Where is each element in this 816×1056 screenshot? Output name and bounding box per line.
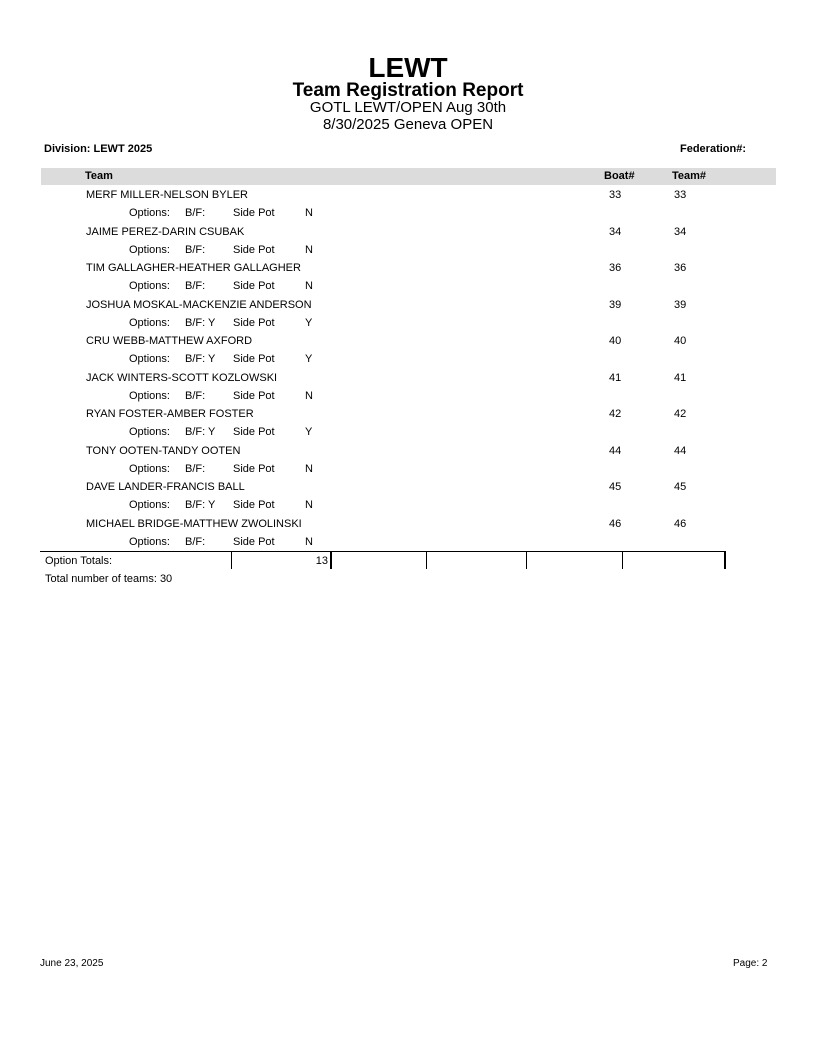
side-pot-value: N [305,389,313,402]
options-label: Options: [129,499,170,511]
division-label: Division: LEWT 2025 [44,143,153,155]
side-pot-value: N [305,462,313,475]
team-number: 34 [674,225,687,238]
team-entry [0,259,816,296]
side-pot-label: Side Pot [233,389,275,402]
side-pot-label: Side Pot [233,316,275,329]
footer-date: June 23, 2025 [40,958,104,969]
bf-option: B/F: Y [185,353,216,365]
options-label: Options: [129,207,170,219]
side-pot-label: Side Pot [233,499,275,511]
report-subtitle: Team Registration Report [292,80,524,101]
bf-option: B/F: [185,280,206,292]
boat-number: 33 [609,189,622,201]
column-header-team: Team [85,170,113,182]
bf-option: B/F: [185,535,206,548]
team-name: MICHAEL BRIDGE-MATTHEW ZWOLINSKI [86,517,302,530]
team-entry [0,515,816,552]
side-pot-label: Side Pot [233,426,275,438]
totals-divider [724,552,726,569]
options-label: Options: [129,535,170,548]
side-pot-value: Y [305,426,313,438]
bf-option: B/F: [185,243,206,256]
team-number: 41 [674,371,687,384]
team-list [0,186,816,551]
totals-divider [330,552,332,569]
boat-number: 41 [609,371,622,384]
side-pot-label: Side Pot [233,535,275,548]
bf-option: B/F: [185,389,206,402]
team-name: MERF MILLER-NELSON BYLER [86,189,248,201]
team-name: JAIME PEREZ-DARIN CSUBAK [86,225,245,238]
bf-option: B/F: Y [185,316,216,329]
team-name: RYAN FOSTER-AMBER FOSTER [86,408,254,420]
totals-divider [231,552,232,569]
boat-number: 34 [609,225,622,238]
side-pot-value: Y [305,353,313,365]
event-name: GOTL LEWT/OPEN Aug 30th [309,99,507,116]
options-label: Options: [129,316,170,329]
team-name: TONY OOTEN-TANDY OOTEN [86,444,241,457]
bf-option: B/F: Y [185,499,216,511]
side-pot-label: Side Pot [233,243,275,256]
boat-number: 45 [609,481,622,493]
total-teams-count: Total number of teams: 30 [45,573,173,585]
totals-divider [426,552,427,569]
team-entry [0,369,816,406]
federation-label: Federation#: [680,143,747,155]
team-entry [0,186,816,223]
side-pot-label: Side Pot [233,207,275,219]
column-header-team-number: Team# [672,170,707,182]
team-number: 39 [674,298,687,311]
side-pot-label: Side Pot [233,280,275,292]
footer-page-number: Page: 2 [733,958,768,969]
team-entry [0,332,816,369]
boat-number: 44 [609,444,622,457]
report-title: LEWT [368,52,448,83]
team-entry [0,478,816,515]
team-name: JACK WINTERS-SCOTT KOZLOWSKI [86,371,278,384]
team-number: 44 [674,444,687,457]
boat-number: 42 [609,408,622,420]
boat-number: 36 [609,262,622,274]
side-pot-value: N [305,280,313,292]
team-name: JOSHUA MOSKAL-MACKENZIE ANDERSON [86,298,312,311]
side-pot-value: N [305,243,313,256]
side-pot-label: Side Pot [233,353,275,365]
side-pot-value: Y [305,316,313,329]
totals-divider [622,552,623,569]
team-entry [0,405,816,442]
bf-option: B/F: [185,462,206,475]
totals-divider [526,552,527,569]
boat-number: 46 [609,517,622,530]
team-number: 40 [674,335,687,347]
team-name: DAVE LANDER-FRANCIS BALL [86,481,245,493]
column-header-bar [41,168,776,185]
options-label: Options: [129,353,170,365]
boat-number: 39 [609,298,622,311]
team-number: 45 [674,481,687,493]
team-name: TIM GALLAGHER-HEATHER GALLAGHER [86,262,301,274]
team-number: 46 [674,517,687,530]
team-name: CRU WEBB-MATTHEW AXFORD [86,335,253,347]
option-totals-value: 13 [315,555,328,567]
boat-number: 40 [609,335,622,347]
option-totals-label: Option Totals: [45,555,113,567]
option-totals-row [40,551,726,569]
bf-option: B/F: [185,207,206,219]
side-pot-value: N [305,535,313,548]
options-label: Options: [129,462,170,475]
team-number: 36 [674,262,687,274]
options-label: Options: [129,389,170,402]
bf-option: B/F: Y [185,426,216,438]
options-label: Options: [129,426,170,438]
side-pot-value: N [305,207,313,219]
team-number: 33 [674,189,687,201]
team-number: 42 [674,408,687,420]
column-header-boat: Boat# [604,170,635,182]
side-pot-label: Side Pot [233,462,275,475]
options-label: Options: [129,243,170,256]
team-entry [0,442,816,479]
team-entry [0,296,816,333]
team-entry [0,223,816,260]
side-pot-value: N [305,499,313,511]
event-date-location: 8/30/2025 Geneva OPEN [322,116,494,133]
options-label: Options: [129,280,170,292]
